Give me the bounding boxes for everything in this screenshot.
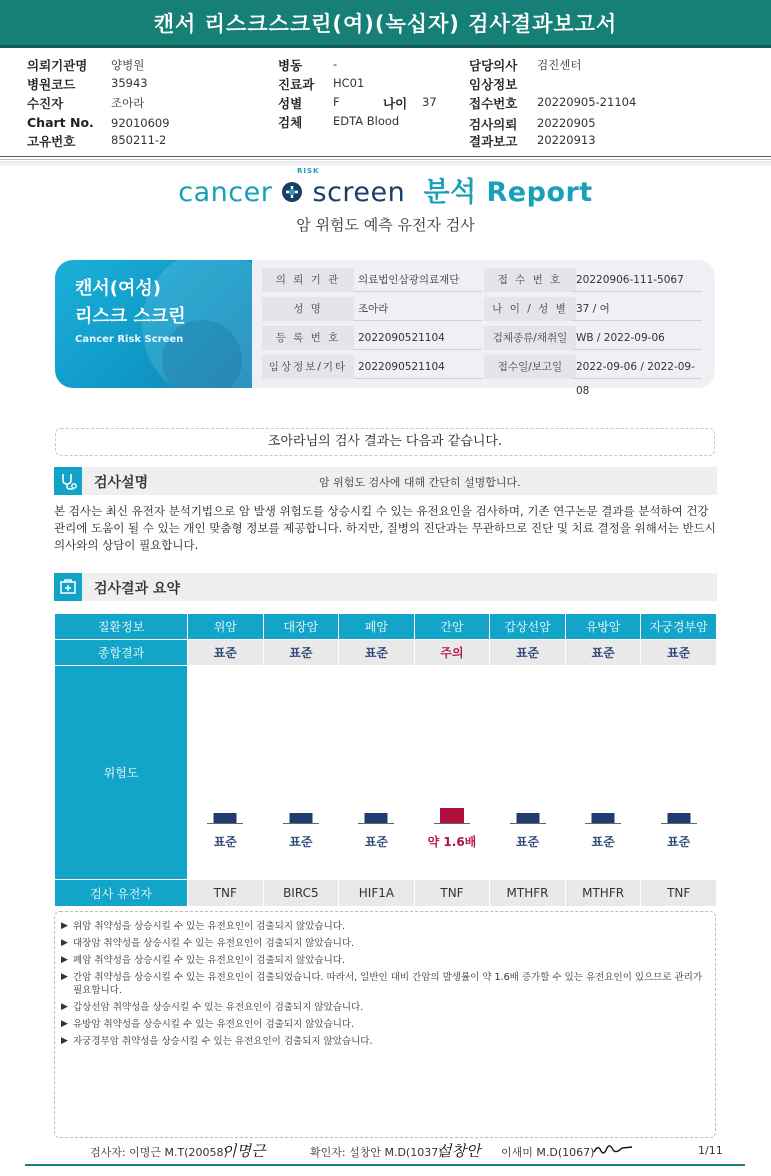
- gene-name: TNF: [641, 880, 717, 907]
- doctor2-info: 이새미 M.D(1067): [501, 1146, 595, 1159]
- gene-name: MTHFR: [490, 880, 566, 907]
- note-text: 위암 취약성을 상승시킬 수 있는 유전요인이 검출되지 않았습니다.: [73, 921, 345, 932]
- logo-cancer-text: cancer: [178, 177, 273, 208]
- meta-value: -: [333, 57, 338, 71]
- info-value: 2022-09-06 / 2022-09-08: [572, 355, 702, 379]
- signature-footer: [0, 1140, 771, 1164]
- risk-baseline: [661, 823, 697, 824]
- risk-bar-cell: [566, 666, 641, 879]
- confirmer-signature: 설창안: [437, 1142, 481, 1160]
- meta-value: EDTA Blood: [333, 114, 400, 128]
- meta-value: 20220913: [537, 133, 596, 147]
- overall-result: 표준: [263, 640, 339, 666]
- disease-name: 위암: [188, 614, 264, 640]
- risk-label: 표준: [213, 835, 237, 849]
- result-summary-table: [54, 613, 717, 907]
- section-title: 검사결과 요약: [94, 581, 181, 597]
- meta-value: 35943: [111, 76, 148, 90]
- meta-label: 검체: [278, 115, 303, 130]
- disease-name: 유방암: [565, 614, 641, 640]
- meta-label: 고유번호: [27, 134, 76, 149]
- info-value: 20220906-111-5067: [572, 268, 702, 292]
- meta-label: 진료과: [278, 77, 315, 92]
- info-value: 의료법인삼광의료재단: [354, 268, 482, 292]
- overall-result: 표준: [339, 640, 415, 666]
- doctor2-signature-icon: [592, 1142, 634, 1156]
- gene-row: [55, 880, 717, 907]
- info-value: 조아라: [354, 297, 482, 321]
- overall-result: 표준: [565, 640, 641, 666]
- logo-screen-text: screen: [312, 177, 406, 208]
- list-item: [61, 937, 707, 950]
- info-label: 의 뢰 기 관: [262, 268, 354, 292]
- triangle-bullet-icon: ▶: [61, 955, 68, 965]
- triangle-bullet-icon: ▶: [61, 972, 68, 982]
- gene-name: TNF: [414, 880, 490, 907]
- patient-info-card: [55, 260, 715, 397]
- product-name-line2: 리스크 스크린: [75, 306, 186, 327]
- divider: [0, 156, 771, 160]
- page-number: 1/11: [698, 1144, 723, 1157]
- note-text: 간암 취약성을 상승시킬 수 있는 유전요인이 검출되었습니다. 따라서, 일반인 대비 간암의 발생률이 약 1.6배 증가할 수 있는 유전요인이 있으므로 관리가 필요합니다.: [73, 972, 703, 996]
- risk-chart-row: [55, 666, 717, 880]
- meta-label: Chart No.: [27, 115, 94, 130]
- disease-name: 폐암: [339, 614, 415, 640]
- overall-result: 표준: [188, 640, 264, 666]
- triangle-bullet-icon: ▶: [61, 1019, 68, 1029]
- note-text: 유방암 취약성을 상승시킬 수 있는 유전요인이 검출되지 않았습니다.: [73, 1019, 355, 1030]
- info-label: 접 수 번 호: [484, 268, 576, 292]
- risk-label: 약 1.6배: [427, 835, 477, 849]
- test-description-paragraph: 본 검사는 최신 유전자 분석기법으로 암 발생 위험도를 상승시킬 수 있는 유전요인을 검사하며, 기존 연구논문 결과를 분석하여 건강 관리에 도움이 될 수 있는 개인 맞춤형 정보를 제공합니다. 하지만, 질병의 진단과는 무관하므로 진단 및 치료 결정을 위해서는 반드시 의사와의 상담이 필요합니다.: [54, 504, 716, 552]
- risk-bar-cell: [641, 666, 716, 879]
- tester-signature: 이명근: [222, 1142, 266, 1160]
- disease-name: 간암: [414, 614, 490, 640]
- risk-baseline: [434, 823, 470, 824]
- meta-label: 성별: [278, 96, 303, 111]
- list-item: [61, 1018, 707, 1031]
- risk-label: 표준: [591, 835, 615, 849]
- triangle-bullet-icon: ▶: [61, 921, 68, 931]
- section-description: 암 위험도 검사에 대해 간단히 설명합니다.: [319, 476, 521, 489]
- gene-name: BIRC5: [263, 880, 339, 907]
- risk-baseline: [510, 823, 546, 824]
- risk-label: 표준: [364, 835, 388, 849]
- note-text: 대장암 취약성을 상승시킬 수 있는 유전요인이 검출되지 않았습니다.: [73, 938, 355, 949]
- meta-label: 수진자: [27, 96, 64, 111]
- risk-bar-cell: [415, 666, 490, 879]
- section-header-summary: [54, 573, 717, 601]
- header-gene: 검사 유전자: [55, 880, 188, 907]
- logo-report-text: 분석 Report: [423, 177, 593, 208]
- header-risk: 위험도: [55, 666, 188, 880]
- overall-result: 표준: [490, 640, 566, 666]
- triangle-bullet-icon: ▶: [61, 1036, 68, 1046]
- product-name-english: Cancer Risk Screen: [75, 334, 184, 345]
- info-label: 임상정보/기타: [262, 355, 354, 379]
- meta-label: 접수번호: [469, 96, 518, 111]
- gene-name: MTHFR: [565, 880, 641, 907]
- info-label: 나 이 / 성 별: [484, 297, 576, 321]
- list-item: [61, 954, 707, 967]
- meta-label: 검사의뢰: [469, 117, 518, 132]
- risk-baseline: [207, 823, 243, 824]
- note-text: 갑상선암 취약성을 상승시킬 수 있는 유전요인이 검출되지 않았습니다.: [73, 1002, 364, 1013]
- disease-name: 자궁경부암: [641, 614, 717, 640]
- table-header-row: [55, 614, 717, 640]
- meta-label: 임상정보: [469, 77, 518, 92]
- meta-value: 검진센터: [537, 58, 582, 72]
- info-label: 성 명: [262, 297, 354, 321]
- risk-bar: [667, 813, 690, 823]
- risk-label: 표준: [515, 835, 540, 849]
- note-text: 폐암 취약성을 상승시킬 수 있는 유전요인이 검출되지 않았습니다.: [73, 955, 345, 966]
- meta-value: 92010609: [111, 116, 170, 130]
- list-item: [61, 920, 707, 933]
- list-item: [61, 1035, 707, 1048]
- triangle-bullet-icon: ▶: [61, 1002, 68, 1012]
- section-title: 검사설명: [94, 475, 149, 491]
- risk-bar: [440, 808, 464, 823]
- risk-label: 표준: [289, 835, 313, 849]
- meta-label: 나이: [383, 96, 408, 111]
- risk-bar-cell: [264, 666, 339, 879]
- risk-label: 표준: [667, 835, 691, 849]
- risk-bar: [516, 813, 539, 823]
- meta-value: 850211-2: [111, 133, 167, 147]
- risk-baseline: [283, 823, 319, 824]
- risk-bar: [592, 813, 615, 823]
- meta-label: 결과보고: [469, 134, 518, 149]
- info-value: WB / 2022-09-06: [572, 326, 702, 350]
- risk-bar: [289, 813, 312, 823]
- meta-value: HC01: [333, 76, 365, 90]
- meta-label: 병원코드: [27, 77, 76, 92]
- risk-baseline: [358, 823, 394, 824]
- stethoscope-icon: [54, 467, 82, 495]
- meta-value: 양병원: [111, 58, 145, 72]
- report-title-bar: [0, 0, 771, 48]
- divider-shadow: [0, 161, 771, 167]
- risk-bar-cell: [188, 666, 263, 879]
- list-item: [61, 1001, 707, 1014]
- overall-result: 표준: [641, 640, 717, 666]
- meta-label: 병동: [278, 58, 303, 73]
- overall-result-row: [55, 640, 717, 666]
- info-value: 2022090521104: [354, 326, 482, 350]
- risk-bar: [214, 813, 237, 823]
- risk-baseline: [585, 823, 621, 824]
- section-header-description: [54, 467, 717, 495]
- meta-value: 조아라: [111, 96, 145, 110]
- info-label: 접수일/보고일: [484, 355, 576, 379]
- logo-badge-icon: [281, 181, 303, 203]
- info-value: 37 / 여: [572, 297, 702, 321]
- result-notes: [54, 911, 716, 1138]
- meta-value: F: [333, 95, 340, 109]
- note-text: 자궁경부암 취약성을 상승시킬 수 있는 유전요인이 검출되지 않았습니다.: [73, 1036, 373, 1047]
- report-title: 캔서 리스크스크린(여)(녹십자) 검사결과보고서: [153, 11, 618, 36]
- bottom-divider: [25, 1164, 745, 1166]
- product-banner: [55, 260, 252, 388]
- meta-value: 20220905: [537, 116, 596, 130]
- header-overall: 종합결과: [55, 640, 188, 666]
- disease-name: 대장암: [263, 614, 339, 640]
- medical-kit-icon: [54, 573, 82, 601]
- result-greeting: 조아라님의 검사 결과는 다음과 같습니다.: [55, 428, 715, 456]
- meta-value: 37: [422, 95, 437, 109]
- info-label: 검체종류/채취일: [484, 326, 576, 350]
- list-item: [61, 971, 707, 997]
- report-subtitle: 암 위험도 예측 유전자 검사: [296, 216, 475, 234]
- gene-name: TNF: [188, 880, 264, 907]
- info-value: 2022090521104: [354, 355, 482, 379]
- logo-risk-text: RISK: [297, 167, 320, 175]
- triangle-bullet-icon: ▶: [61, 938, 68, 948]
- gene-name: HIF1A: [339, 880, 415, 907]
- tester-info: 검사자: 이명근 M.T(20058): [90, 1146, 228, 1159]
- risk-bar-cell: [490, 666, 565, 879]
- info-label: 등 록 번 호: [262, 326, 354, 350]
- header-disease: 질환정보: [55, 614, 188, 640]
- product-name-line1: 캔서(여성): [75, 278, 162, 299]
- disease-name: 갑상선암: [490, 614, 566, 640]
- meta-label: 의뢰기관명: [27, 58, 88, 73]
- report-metadata: [0, 54, 771, 154]
- risk-bar: [365, 813, 388, 823]
- cancer-screen-logo: [0, 167, 771, 210]
- confirmer-info: 확인자: 설창안 M.D(1037): [310, 1146, 443, 1159]
- risk-bar-cell: [339, 666, 414, 879]
- meta-value: 20220905-21104: [537, 95, 637, 109]
- meta-label: 담당의사: [469, 58, 518, 73]
- overall-result: 주의: [414, 640, 490, 666]
